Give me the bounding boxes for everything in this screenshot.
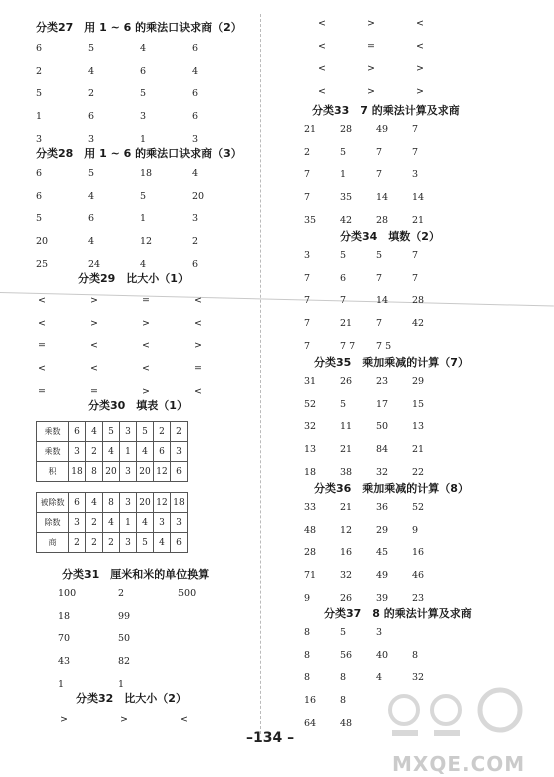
answer-cell: < <box>318 17 326 29</box>
s32-answers <box>60 708 300 731</box>
answer-row <box>58 650 238 673</box>
answer-cell: 17 <box>376 398 389 410</box>
answer-cell: < <box>38 363 46 375</box>
table-row-label: 乘数 <box>37 422 69 442</box>
answer-cell: 32 <box>304 421 317 433</box>
table-cell: 2 <box>86 533 103 553</box>
answer-cell: 42 <box>340 215 353 227</box>
table-cell: 3 <box>69 442 86 462</box>
s31-heading: 分类31 厘米和米的单位换算 <box>62 568 210 581</box>
answer-cell: 8 <box>340 695 347 707</box>
answer-cell: 13 <box>304 444 317 456</box>
answer-cell: 100 <box>58 587 77 599</box>
answer-cell: 4 <box>192 65 199 77</box>
table-row-label: 除数 <box>37 513 69 533</box>
answer-cell: 5 <box>340 398 347 410</box>
answer-cell: > <box>416 63 424 75</box>
answer-cell: 64 <box>304 718 317 730</box>
answer-cell: = <box>38 340 46 352</box>
answer-cell: < <box>318 40 326 52</box>
table-cell: 4 <box>103 513 120 533</box>
answer-cell: 46 <box>412 570 425 582</box>
answer-cell: 21 <box>412 215 425 227</box>
table-cell: 6 <box>171 462 188 482</box>
table-cell: 5 <box>137 422 154 442</box>
answer-cell: 6 <box>140 65 147 77</box>
table-cell: 6 <box>69 422 86 442</box>
table-cell: 12 <box>154 493 171 513</box>
answer-cell: 13 <box>412 421 425 433</box>
answer-cell: 14 <box>376 192 389 204</box>
answer-cell: < <box>416 17 424 29</box>
answer-cell: 5 <box>36 88 43 100</box>
answer-cell: 70 <box>58 633 71 645</box>
table-cell: 4 <box>137 513 154 533</box>
answer-row <box>36 162 244 185</box>
answer-cell: 4 <box>88 236 95 248</box>
answer-cell: 26 <box>340 593 353 605</box>
table-cell: 2 <box>171 422 188 442</box>
answer-cell: < <box>194 317 202 329</box>
answer-cell: 49 <box>376 570 389 582</box>
answer-cell: 500 <box>178 587 197 599</box>
answer-cell: 35 <box>304 215 317 227</box>
answer-row <box>304 438 448 461</box>
answer-row <box>318 80 465 103</box>
s35-heading: 分类35 乘加乘减的计算（7） <box>314 356 469 369</box>
table-cell: 3 <box>154 513 171 533</box>
answer-cell: 32 <box>340 570 353 582</box>
answer-cell: 1 <box>58 679 65 691</box>
answer-cell: 82 <box>118 656 131 668</box>
answer-cell: 5 <box>140 88 147 100</box>
answer-cell: 7 <box>304 318 311 330</box>
answer-cell: 39 <box>376 593 389 605</box>
answer-cell: 3 <box>88 134 95 146</box>
answer-cell: 8 <box>340 672 347 684</box>
answer-cell: 42 <box>412 318 425 330</box>
s30-table-1 <box>36 421 188 482</box>
answer-cell: 7 <box>304 341 311 353</box>
answer-cell: 12 <box>140 236 153 248</box>
answer-row <box>38 335 246 358</box>
answer-cell: 3 <box>140 111 147 123</box>
answer-cell: 5 <box>376 249 383 261</box>
answer-cell: > <box>120 713 128 725</box>
table-cell: 3 <box>120 493 137 513</box>
answer-cell: 18 <box>140 167 153 179</box>
watermark-text: MXQE.COM <box>392 752 526 776</box>
answer-cell: 7 <box>412 249 419 261</box>
answer-cell: 21 <box>340 444 353 456</box>
answer-cell: 7 <box>304 295 311 307</box>
answer-cell: 3 <box>412 169 419 181</box>
answer-row <box>318 58 465 81</box>
table-cell: 3 <box>120 462 137 482</box>
table-row <box>37 422 188 442</box>
s29-heading: 分类29 比大小（1） <box>78 272 189 285</box>
answer-cell: 4 <box>88 190 95 202</box>
answer-cell: 7 <box>340 295 347 307</box>
answer-cell: 4 <box>140 259 147 271</box>
answer-row <box>38 289 246 312</box>
answer-cell: = <box>90 386 98 398</box>
answer-row <box>304 312 448 335</box>
answer-cell: 8 <box>304 672 311 684</box>
answer-cell: 5 <box>340 626 347 638</box>
s29-answers <box>38 289 246 403</box>
answer-cell: 29 <box>412 375 425 387</box>
table-cell: 4 <box>154 533 171 553</box>
answer-cell: 6 <box>192 88 199 100</box>
answer-cell: > <box>367 63 375 75</box>
answer-cell: 8 <box>412 649 419 661</box>
answer-cell: > <box>90 294 98 306</box>
table-cell: 2 <box>86 442 103 462</box>
answer-cell: 29 <box>376 524 389 536</box>
answer-cell: 6 <box>36 42 43 54</box>
answer-row <box>304 141 448 164</box>
answer-cell: 14 <box>376 295 389 307</box>
answer-cell: 6 <box>340 272 347 284</box>
answer-cell: 23 <box>376 375 389 387</box>
answer-cell: > <box>142 386 150 398</box>
answer-row <box>304 267 448 290</box>
table-cell: 18 <box>69 462 86 482</box>
answer-cell: 7 <box>376 146 383 158</box>
answer-row <box>36 230 244 253</box>
s33-heading: 分类33 7 的乘法计算及求商 <box>312 104 460 117</box>
answer-row <box>36 60 244 83</box>
answer-cell: 9 <box>412 524 419 536</box>
answer-cell: 21 <box>304 123 317 135</box>
answer-row <box>304 393 448 416</box>
answer-cell: 7 <box>304 272 311 284</box>
answer-cell: 45 <box>376 547 389 559</box>
table-cell: 18 <box>171 493 188 513</box>
answer-cell: 5 <box>140 190 147 202</box>
page-number: –134 – <box>246 730 295 746</box>
answer-cell: > <box>416 86 424 98</box>
answer-cell: = <box>194 363 202 375</box>
s35-answers <box>304 370 448 484</box>
answer-cell: 49 <box>376 123 389 135</box>
answer-cell: 6 <box>36 190 43 202</box>
answer-cell: 32 <box>412 672 425 684</box>
answer-cell: 5 <box>36 213 43 225</box>
answer-cell: 2 <box>88 88 95 100</box>
answer-cell: 31 <box>304 375 317 387</box>
answer-cell: < <box>142 363 150 375</box>
answer-cell: 7 <box>376 169 383 181</box>
answer-cell: < <box>38 317 46 329</box>
answer-cell: 7 7 <box>340 341 356 353</box>
s36-answers <box>304 496 448 610</box>
answer-cell: 7 <box>304 192 311 204</box>
answer-row <box>58 582 238 605</box>
answer-cell: 6 <box>192 111 199 123</box>
answer-cell: = <box>38 386 46 398</box>
table-cell: 3 <box>120 422 137 442</box>
answer-cell: 16 <box>304 695 317 707</box>
answer-cell: 20 <box>36 236 49 248</box>
answer-row <box>60 708 300 731</box>
answer-cell: 52 <box>412 501 425 513</box>
answer-row <box>38 312 246 335</box>
s28-heading: 分类28 用 1 ~ 6 的乘法口诀求商（3） <box>36 147 242 160</box>
answer-cell: 2 <box>36 65 43 77</box>
s31-answers <box>58 582 238 696</box>
table-row-label: 商 <box>37 533 69 553</box>
table-cell: 6 <box>154 442 171 462</box>
answer-row <box>58 628 238 651</box>
answer-cell: > <box>90 317 98 329</box>
table-cell: 2 <box>154 422 171 442</box>
answer-cell: 3 <box>376 626 383 638</box>
answer-cell: 3 <box>304 249 311 261</box>
answer-cell: 15 <box>412 398 425 410</box>
answer-cell: < <box>38 294 46 306</box>
answer-cell: 16 <box>412 547 425 559</box>
answer-cell: 28 <box>340 123 353 135</box>
table-cell: 4 <box>86 493 103 513</box>
answer-cell: 22 <box>412 467 425 479</box>
answer-cell: 12 <box>340 524 353 536</box>
table-cell: 4 <box>103 442 120 462</box>
answer-cell: 7 5 <box>376 341 392 353</box>
answer-cell: < <box>90 340 98 352</box>
answer-cell: 18 <box>304 467 317 479</box>
table-cell: 5 <box>103 422 120 442</box>
table-row <box>37 513 188 533</box>
table-cell: 1 <box>120 513 137 533</box>
answer-cell: < <box>180 713 188 725</box>
answer-cell: > <box>142 317 150 329</box>
answer-cell: 1 <box>118 679 125 691</box>
answer-row <box>304 118 448 141</box>
table-row <box>37 493 188 513</box>
answer-cell: 7 <box>304 169 311 181</box>
answer-row <box>304 290 448 313</box>
answer-cell: 7 <box>376 272 383 284</box>
answer-cell: 23 <box>412 593 425 605</box>
s34-answers <box>304 244 448 358</box>
s34-heading: 分类34 填数（2） <box>340 230 440 243</box>
answer-cell: 71 <box>304 570 317 582</box>
answer-cell: = <box>367 40 375 52</box>
answer-cell: > <box>60 713 68 725</box>
answer-cell: 6 <box>88 213 95 225</box>
answer-cell: 7 <box>376 318 383 330</box>
answer-cell: 32 <box>376 467 389 479</box>
answer-row <box>304 244 448 267</box>
table-cell: 6 <box>69 493 86 513</box>
answer-row <box>304 186 448 209</box>
answer-cell: 7 <box>412 123 419 135</box>
answer-cell: 5 <box>88 167 95 179</box>
answer-cell: 3 <box>192 134 199 146</box>
table-cell: 4 <box>86 422 103 442</box>
answer-cell: 43 <box>58 656 71 668</box>
answer-cell: 7 <box>412 146 419 158</box>
answer-cell: 8 <box>304 626 311 638</box>
answer-cell: 24 <box>88 259 101 271</box>
answer-row <box>36 37 244 60</box>
answer-cell: 7 <box>412 272 419 284</box>
answer-cell: 1 <box>340 169 347 181</box>
answer-cell: 4 <box>192 167 199 179</box>
s30-table-2 <box>36 492 188 553</box>
table-cell: 20 <box>137 493 154 513</box>
answer-cell: < <box>318 86 326 98</box>
answer-cell: < <box>90 363 98 375</box>
answer-cell: 1 <box>140 213 147 225</box>
answer-cell: 2 <box>304 146 311 158</box>
answer-cell: 48 <box>340 718 353 730</box>
answer-cell: 28 <box>304 547 317 559</box>
answer-row <box>318 35 465 58</box>
answer-cell: < <box>194 294 202 306</box>
answer-cell: 18 <box>58 610 71 622</box>
answer-row <box>58 605 238 628</box>
answer-cell: 6 <box>88 111 95 123</box>
answer-cell: 28 <box>412 295 425 307</box>
answer-row <box>304 519 448 542</box>
answer-row <box>36 185 244 208</box>
answer-cell: 4 <box>376 672 383 684</box>
answer-row <box>304 416 448 439</box>
answer-cell: = <box>142 294 150 306</box>
answer-cell: 21 <box>340 501 353 513</box>
answer-cell: 14 <box>412 192 425 204</box>
table-cell: 12 <box>154 462 171 482</box>
table-cell: 2 <box>103 533 120 553</box>
answer-cell: 52 <box>304 398 317 410</box>
answer-row <box>304 164 448 187</box>
answer-row <box>304 370 448 393</box>
answer-cell: > <box>194 340 202 352</box>
table-cell: 6 <box>171 533 188 553</box>
answer-cell: 2 <box>118 587 125 599</box>
table-row-label: 乘数 <box>37 442 69 462</box>
table-cell: 3 <box>171 513 188 533</box>
answer-cell: 38 <box>340 467 353 479</box>
table-cell: 4 <box>137 442 154 462</box>
answer-cell: < <box>416 40 424 52</box>
s36-heading: 分类36 乘加乘减的计算（8） <box>314 482 469 495</box>
answer-cell: 9 <box>304 593 311 605</box>
answer-cell: 50 <box>118 633 131 645</box>
answer-cell: 5 <box>340 146 347 158</box>
table-cell: 3 <box>171 442 188 462</box>
answer-cell: 40 <box>376 649 389 661</box>
answer-cell: 3 <box>36 134 43 146</box>
table-cell: 2 <box>86 513 103 533</box>
column-divider <box>260 14 261 734</box>
answer-cell: 25 <box>36 259 49 271</box>
answer-cell: 35 <box>340 192 353 204</box>
continued-compare-answers <box>318 12 465 103</box>
answer-cell: > <box>367 17 375 29</box>
table-cell: 8 <box>86 462 103 482</box>
answer-cell: < <box>142 340 150 352</box>
answer-cell: 11 <box>340 421 353 433</box>
answer-cell: 26 <box>340 375 353 387</box>
s33-answers <box>304 118 448 232</box>
answer-cell: 28 <box>376 215 389 227</box>
answer-row <box>304 621 448 644</box>
s28-answers <box>36 162 244 276</box>
table-cell: 5 <box>137 533 154 553</box>
answer-cell: 99 <box>118 610 131 622</box>
table-row-label: 被除数 <box>37 493 69 513</box>
answer-row <box>304 496 448 519</box>
table-cell: 1 <box>120 442 137 462</box>
answer-row <box>36 83 244 106</box>
answer-cell: < <box>318 63 326 75</box>
answer-row <box>304 564 448 587</box>
table-cell: 3 <box>120 533 137 553</box>
table-cell: 8 <box>103 493 120 513</box>
answer-cell: 4 <box>88 65 95 77</box>
answer-cell: 56 <box>340 649 353 661</box>
answer-cell: 33 <box>304 501 317 513</box>
answer-row <box>304 644 448 667</box>
answer-row <box>38 357 246 380</box>
table-cell: 3 <box>69 513 86 533</box>
answer-cell: 5 <box>88 42 95 54</box>
answer-cell: 1 <box>140 134 147 146</box>
answer-cell: 36 <box>376 501 389 513</box>
answer-row <box>36 105 244 128</box>
answer-cell: 20 <box>192 190 205 202</box>
answer-row <box>36 208 244 231</box>
table-row <box>37 533 188 553</box>
answer-cell: 8 <box>304 649 311 661</box>
answer-cell: 1 <box>36 111 43 123</box>
answer-cell: 6 <box>36 167 43 179</box>
s30-heading: 分类30 填表（1） <box>88 399 188 412</box>
table-cell: 20 <box>103 462 120 482</box>
answer-cell: 48 <box>304 524 317 536</box>
table-row <box>37 462 188 482</box>
answer-cell: 2 <box>192 236 199 248</box>
s27-answers <box>36 37 244 151</box>
answer-cell: 6 <box>192 259 199 271</box>
answer-cell: 16 <box>340 547 353 559</box>
answer-cell: < <box>194 386 202 398</box>
table-row-label: 积 <box>37 462 69 482</box>
s27-heading: 分类27 用 1 ~ 6 的乘法口诀求商（2） <box>36 21 242 34</box>
table-cell: 20 <box>137 462 154 482</box>
table-row <box>37 442 188 462</box>
table-cell: 2 <box>69 533 86 553</box>
answer-cell: 6 <box>192 42 199 54</box>
answer-cell: 3 <box>192 213 199 225</box>
answer-cell: 21 <box>340 318 353 330</box>
answer-cell: > <box>367 86 375 98</box>
answer-cell: 4 <box>140 42 147 54</box>
answer-cell: 84 <box>376 444 389 456</box>
answer-cell: 21 <box>412 444 425 456</box>
answer-cell: 5 <box>340 249 347 261</box>
s32-heading: 分类32 比大小（2） <box>76 692 187 705</box>
answer-cell: 50 <box>376 421 389 433</box>
s37-heading: 分类37 8 的乘法计算及求商 <box>324 607 472 620</box>
answer-row <box>304 542 448 565</box>
answer-row <box>318 12 465 35</box>
